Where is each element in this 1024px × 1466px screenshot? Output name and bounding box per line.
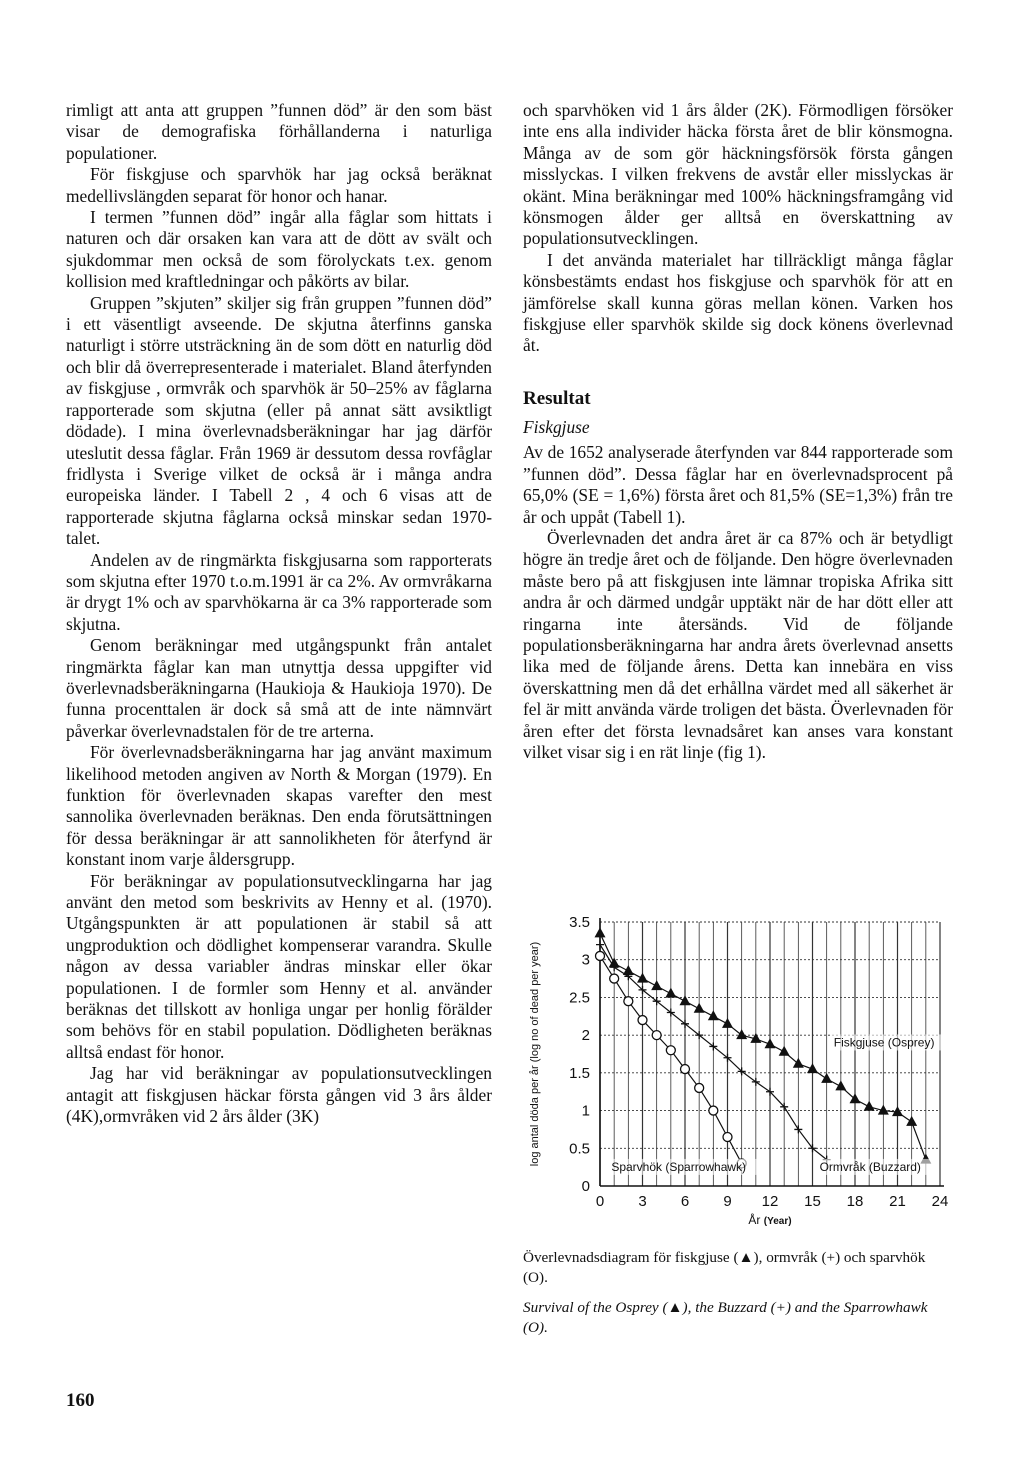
y-tick-label: 2.5 [569, 989, 590, 1007]
data-point-sparrowhawk [638, 1016, 647, 1025]
survival-chart [508, 908, 958, 1238]
x-tick-label: 18 [846, 1193, 864, 1210]
x-tick-label: 15 [804, 1193, 821, 1210]
paragraph: I det använda materialet har tillräckligt många fåglar könsbestämts endast hos fiskgjuse och sparvhök för att en jämförelse skall kunna göras mellan könen. Varken hos fiskgjuse eller sparvhök skilde sig dock könens överlevnad åt. [523, 249, 953, 356]
data-point-osprey [864, 1101, 875, 1111]
x-tick-label: 3 [638, 1193, 647, 1210]
data-point-sparrowhawk [624, 997, 633, 1006]
data-point-osprey [637, 973, 648, 983]
data-point-osprey [665, 988, 676, 998]
annotation-buzzard: Ormvråk (Buzzard) [819, 1159, 921, 1174]
survival-chart-svg [508, 908, 958, 1238]
figure-caption-english: Survival of the Osprey (▲), the Buzzard (+) and the Sparrowhawk (O). [523, 1299, 928, 1336]
paragraph: För beräkningar av populationsutvecklingarna har jag använt den metod som beskrivits av Henny et al. (1970). Utgångspunkten är att populationen är stabil så att ungproduktion och dödlighet kompenserar varandra. Skulle någon av dessa variabler ändras minskar eller ökar populationen. I de formler som Henny et al. använder beräknas det tillskott av honliga ungar per honlig förälder som behövs för en stabil population. Dödligheten beräknas alltså endast för honor. [66, 870, 492, 1062]
y-tick-label: 0 [581, 1178, 590, 1195]
x-tick-label: 12 [761, 1193, 779, 1210]
data-point-sparrowhawk [666, 1046, 675, 1055]
x-tick-label: 21 [889, 1193, 906, 1210]
data-point-osprey [906, 1116, 917, 1126]
annotation-osprey: Fiskgjuse (Osprey) [833, 1035, 935, 1050]
annotation-sparrowhawk: Sparvhök (Sparrowhawk) [611, 1159, 747, 1174]
y-axis-label: log antal döda per år (log no of dead per year) [529, 941, 541, 1167]
data-point-osprey [779, 1046, 790, 1056]
data-point-buzzard [596, 941, 604, 949]
data-point-sparrowhawk [723, 1132, 732, 1141]
y-tick-label: 2 [581, 1027, 590, 1045]
paragraph: Av de 1652 analyserade återfynden var 844 rapporterade som ”funnen död”. Dessa fåglar har en överlevnadsprocent på 65,0% (SE = 1,6%) första året och 81,5% (SE=1,3%) från tre år och uppåt (Tabell 1). [523, 442, 953, 527]
paragraph: Genom beräkningar med utgångspunkt från antalet ringmärkta fåglar kan man utnyttja dessa uppgifter vid överlevnadsberäkningarna (Haukioja & Haukioja 1970). De funna procenttalen är dock så små att de inte nämnvärt påverkar överlevnadstalen för de tre arterna. [66, 635, 492, 741]
data-point-sparrowhawk [596, 951, 605, 960]
paragraph: Jag har vid beräkningar av populationsutvecklingen antagit att fiskgjusen häckar första gången vid 3 års ålder (4K),ormvråken vid 2 års ålder (3K) [66, 1063, 492, 1127]
data-point-sparrowhawk [610, 974, 619, 983]
paragraph: Andelen av de ringmärkta fiskgjusarna som rapporterats som skjutna efter 1970 t.o.m.1991 är ca 2%. Av ormvråkarna är drygt 1% och av sparvhökarna är ca 3% rapporterade som skjutna. [66, 549, 492, 634]
y-tick-label: 3 [581, 951, 590, 969]
data-point-osprey [850, 1093, 861, 1103]
left-column [66, 100, 492, 1128]
data-point-osprey [736, 1029, 747, 1039]
data-point-osprey [793, 1058, 804, 1068]
data-point-osprey [680, 995, 691, 1005]
page-number: 160 [66, 1390, 95, 1411]
data-point-osprey [722, 1018, 733, 1028]
data-point-osprey [835, 1080, 846, 1090]
paragraph: För fiskgjuse och sparvhök har jag också beräknat medellivslängden separat för honor och hanar. [66, 164, 492, 206]
x-tick-label: 0 [595, 1193, 605, 1210]
paragraph: Överlevnaden det andra året är ca 87% och är betydligt högre än tredje året och de följande. Den högre överlevnaden måste bero på att fiskgjusen inte lämnar tropiska Afrika sitt andra år och därmed undgår upptäkt när de har dött eller att ringarna inte återsänds. Vid de följande populationsberäkningarna har andra årets överlevnad ansetts lika med de följande årens. Detta kan innebära en viss överskattning men då det erhållna värdet med all säkerhet är fel är mitt använda värde troligen det bästa. Överlevnaden för åren efter det första levnadsåret kan anses vara konstant vilket visar sig i en rät linje (fig 1). [523, 527, 953, 762]
paragraph: För överlevnadsberäkningarna har jag använt maximum likelihood metoden angiven av North & Morgan (1979). En funktion för överlevnaden skapas varefter den mest sannolika överlevnaden beräknas. Den enda förutsättningen för dessa beräkningar är att sannolikheten för återfynd är konstant inom varje åldersgrupp. [66, 742, 492, 870]
paragraph: och sparvhöken vid 1 års ålder (2K). Förmodligen försöker inte ens alla individer häcka första året de blir könsmogna. Många av de som gör häckningsförsök första gången misslyckas. I vilken frekvens de avstår eller misslyckas är okänt. Mina beräkningar med 100% häckningsframgång vid könsmogen ålder ger alltså en överskattning av populationsutvecklingen. [523, 100, 953, 249]
section-heading: Resultat [523, 387, 591, 409]
data-point-osprey [694, 1003, 705, 1013]
y-tick-label: 3.5 [569, 914, 590, 931]
y-tick-label: 1 [581, 1102, 590, 1120]
paragraph: rimligt att anta att gruppen ”funnen död” är den som bäst visar de demografiska förhållanderna i naturliga populationer. [66, 100, 492, 163]
paragraph: Gruppen ”skjuten” skiljer sig från gruppen ”funnen död” i ett väsentligt avseende. De skjutna återfinns ganska naturligt i större utsträckning än de som dött en naturlig död och blir då överrepresenterade i materialet. Bland återfynden av fiskgjuse , ormvråk och sparvhök är 50–25% av fåglarna rapporterade som skjutna (eller på annat sätt avsiktligt dödade). I mina överlevnadsberäkningar har jag därför uteslutit dessa fåglar. Från 1969 är dessutom dessa rovfåglar fridlysta i Sverige vilket de också är i många andra europeiska länder. I Tabell 2 , 4 och 6 visas att de rapporterade skjutna fåglarna också minskar sedan 1970-talet. [66, 292, 492, 549]
paragraph: I termen ”funnen död” ingår alla fåglar som hittats i naturen och där orsaken kan vara att de dött av svält och sjukdommar men också de som förolyckats t.ex. genom kollision med kraftledningar och påkörts av bilar. [66, 207, 492, 292]
data-point-sparrowhawk [709, 1106, 718, 1115]
x-axis-label: År (Year) [748, 1213, 792, 1227]
y-tick-label: 1.5 [569, 1064, 590, 1082]
data-point-sparrowhawk [681, 1065, 690, 1074]
x-tick-label: 24 [931, 1193, 949, 1210]
x-tick-label: 6 [680, 1193, 690, 1210]
data-point-osprey [708, 1010, 719, 1020]
data-point-sparrowhawk [695, 1083, 704, 1092]
figure-caption-swedish: Överlevnadsdiagram för fiskgjuse (▲), ormvråk (+) och sparvhök (O). [523, 1249, 926, 1286]
data-point-osprey [595, 927, 606, 937]
x-tick-label: 9 [723, 1193, 732, 1210]
data-point-osprey [821, 1073, 832, 1083]
data-point-osprey [651, 980, 662, 990]
data-point-sparrowhawk [652, 1031, 661, 1040]
right-column [523, 100, 953, 763]
subsection-heading: Fiskgjuse [523, 416, 590, 437]
y-tick-label: 0.5 [569, 1140, 590, 1158]
